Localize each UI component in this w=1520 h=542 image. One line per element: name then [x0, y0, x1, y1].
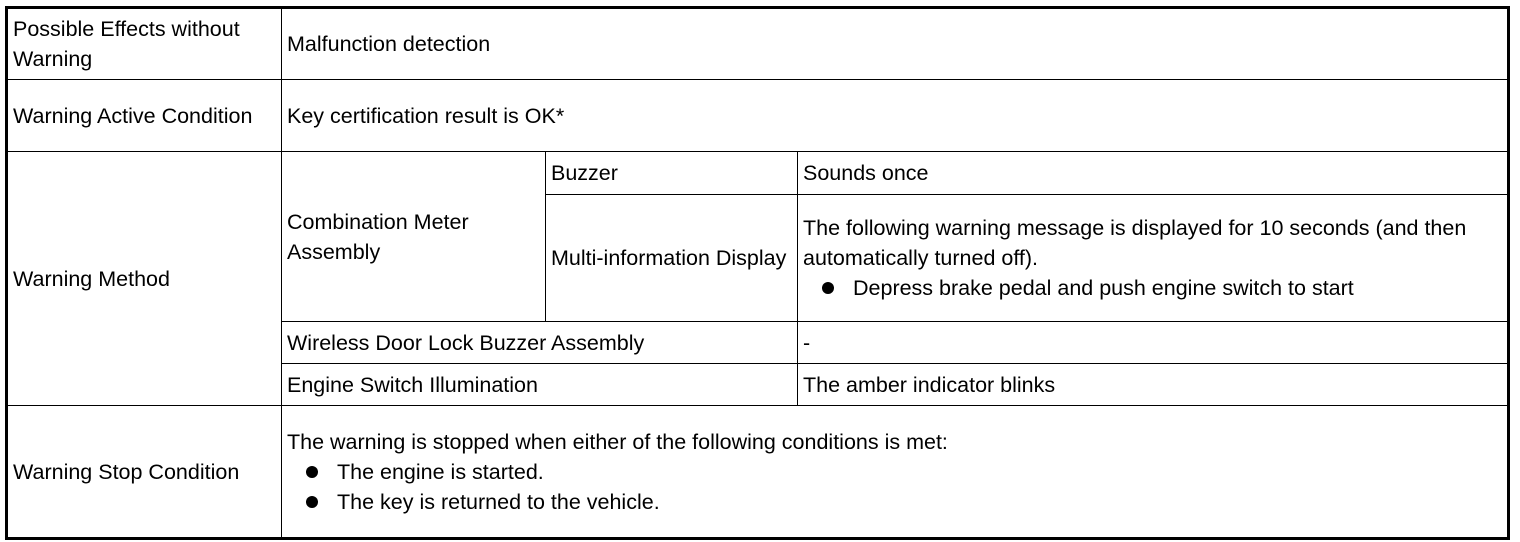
warning-active-value: Key certification result is OK* [282, 80, 1509, 152]
buzzer-value: Sounds once [798, 152, 1509, 195]
stop-condition-text: The key is returned to the vehicle. [337, 489, 660, 514]
combination-meter-label: Combination Meter Assembly [282, 152, 546, 322]
table-row-warning-active [7, 80, 1509, 152]
warning-message-list [803, 273, 1502, 303]
warning-spec-table [5, 6, 1510, 540]
table-row-possible-effects [7, 8, 1509, 80]
bullet-icon [822, 282, 834, 294]
table-row-buzzer [7, 152, 1509, 195]
list-item [287, 457, 1502, 487]
list-item [803, 273, 1502, 303]
wireless-door-lock-label: Wireless Door Lock Buzzer Assembly [282, 322, 798, 364]
buzzer-label: Buzzer [546, 152, 798, 195]
multi-information-display-value [798, 195, 1509, 322]
possible-effects-value: Malfunction detection [282, 8, 1509, 80]
bullet-icon [306, 466, 318, 478]
list-item [287, 487, 1502, 517]
stop-conditions-list [287, 457, 1502, 517]
multi-information-display-description: The following warning message is displayed for 10 seconds (and then automatically turned off). [803, 216, 1467, 270]
warning-stop-label: Warning Stop Condition [7, 406, 282, 539]
warning-stop-intro: The warning is stopped when either of the following conditions is met: [287, 429, 948, 454]
engine-switch-illumination-label: Engine Switch Illumination [282, 364, 798, 406]
multi-information-display-label: Multi-information Display [546, 195, 798, 322]
warning-active-label: Warning Active Condition [7, 80, 282, 152]
warning-stop-value [282, 406, 1509, 539]
stop-condition-text: The engine is started. [337, 459, 544, 484]
wireless-door-lock-value: - [798, 322, 1509, 364]
engine-switch-illumination-value: The amber indicator blinks [798, 364, 1509, 406]
possible-effects-label: Possible Effects without Warning [7, 8, 282, 80]
warning-message-text: Depress brake pedal and push engine switch to start [853, 276, 1354, 300]
warning-method-label: Warning Method [7, 152, 282, 406]
bullet-icon [306, 496, 318, 508]
table-row-warning-stop [7, 406, 1509, 539]
